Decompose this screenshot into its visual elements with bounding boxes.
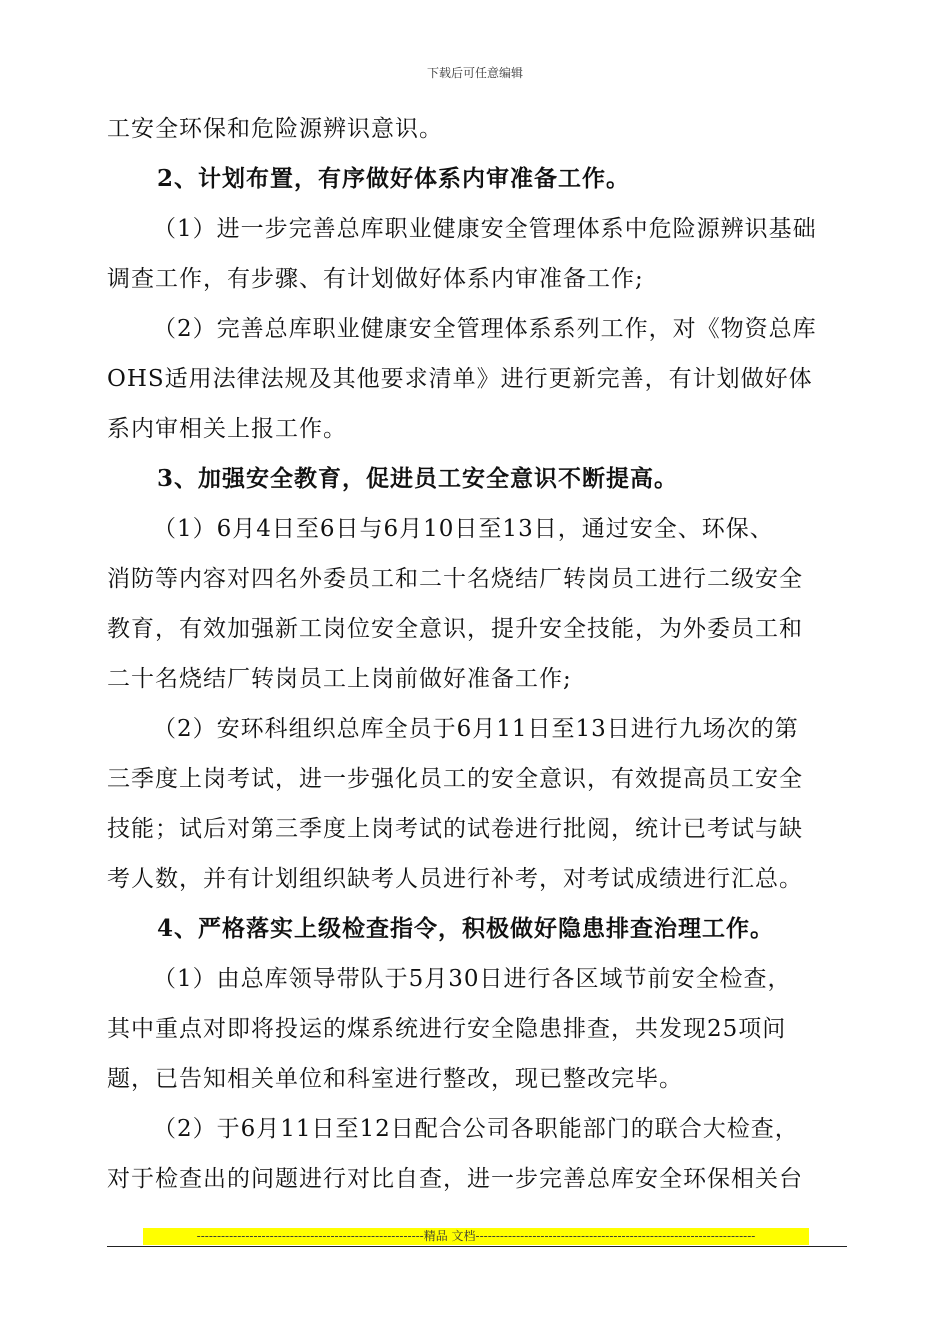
document-body xyxy=(107,104,847,1204)
page-footer-banner: --------------------------------------------------------精品 文档--------------------------------------------------------------------- xyxy=(143,1228,809,1245)
body-line: 技能；试后对第三季度上岗考试的试卷进行批阅，统计已考试与缺 xyxy=(107,816,803,842)
section-heading: 2、计划布置，有序做好体系内审准备工作。 xyxy=(157,165,631,192)
body-line: （2）安环科组织总库全员于6月11日至13日进行九场次的第 xyxy=(153,716,799,742)
section-heading: 3、加强安全教育，促进员工安全意识不断提高。 xyxy=(157,465,679,492)
body-line: OHS适用法律法规及其他要求清单》进行更新完善，有计划做好体 xyxy=(107,366,813,392)
footer-divider xyxy=(107,1246,847,1247)
body-line: 教育，有效加强新工岗位安全意识，提升安全技能，为外委员工和 xyxy=(107,616,803,642)
body-line: 三季度上岗考试，进一步强化员工的安全意识，有效提高员工安全 xyxy=(107,766,803,792)
body-line: 题，已告知相关单位和科室进行整改，现已整改完毕。 xyxy=(107,1066,683,1092)
body-line: （1）6月4日至6日与6月10日至13日，通过安全、环保、 xyxy=(153,516,774,542)
body-line: 调查工作，有步骤、有计划做好体系内审准备工作; xyxy=(107,266,644,292)
page-header: 下载后可任意编辑 xyxy=(426,66,523,80)
body-line: （1）由总库领导带队于5月30日进行各区域节前安全检查， xyxy=(153,966,792,992)
body-line: （2）完善总库职业健康安全管理体系系列工作，对《物资总库 xyxy=(153,316,817,342)
section-heading: 4、严格落实上级检查指令，积极做好隐患排查治理工作。 xyxy=(157,915,775,942)
body-line: 二十名烧结厂转岗员工上岗前做好准备工作; xyxy=(107,666,572,692)
body-line: 考人数，并有计划组织缺考人员进行补考，对考试成绩进行汇总。 xyxy=(107,866,803,892)
body-line: 对于检查出的问题进行对比自查，进一步完善总库安全环保相关台 xyxy=(107,1166,803,1192)
body-line: （2）于6月11日至12日配合公司各职能部门的联合大检查， xyxy=(153,1116,799,1142)
body-line: 系内审相关上报工作。 xyxy=(107,416,347,442)
body-line: 工安全环保和危险源辨识意识。 xyxy=(107,116,443,142)
body-line: 其中重点对即将投运的煤系统进行安全隐患排查，共发现25项问 xyxy=(107,1016,787,1042)
body-line: （1）进一步完善总库职业健康安全管理体系中危险源辨识基础 xyxy=(153,216,817,242)
body-line: 消防等内容对四名外委员工和二十名烧结厂转岗员工进行二级安全 xyxy=(107,566,803,592)
